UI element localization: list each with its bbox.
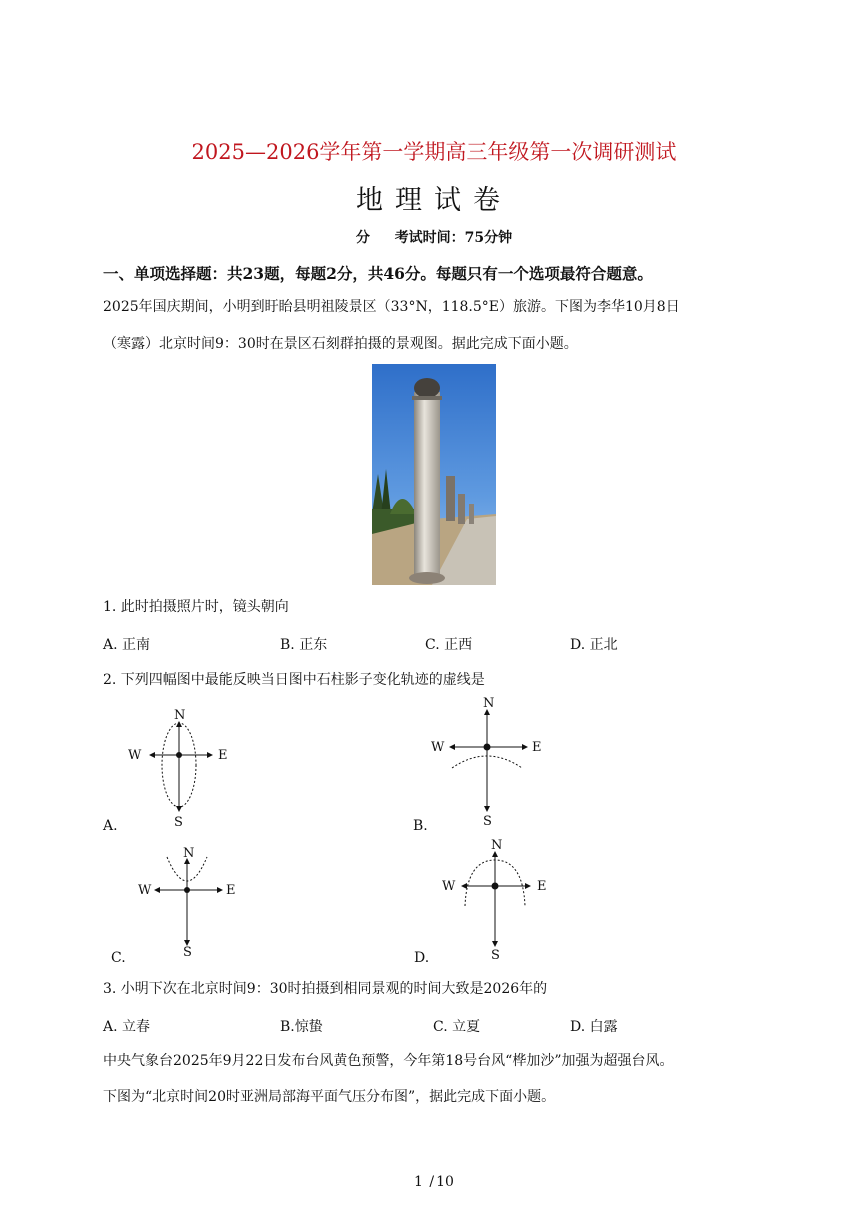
q3-option-b[interactable]: B.惊蛰 [280, 1019, 323, 1035]
diagram-b [425, 696, 555, 831]
q1-option-a[interactable]: A. 正南 [103, 637, 151, 653]
diagram-b-n: N [483, 696, 495, 711]
diagram-b-graphic [425, 696, 555, 831]
diagram-c-w: W [138, 883, 152, 898]
score-label: 分 [355, 230, 370, 246]
diagram-d-s: S [491, 948, 500, 963]
diagram-d-e: E [537, 879, 547, 894]
stone-pillar-photo [372, 364, 496, 585]
q2-stem: 2. 下列四幅图中最能反映当日图中石柱影子变化轨迹的虚线是 [103, 672, 485, 688]
diagram-a-e: E [218, 748, 228, 763]
section-heading: 一、单项选择题：共23题，每题2分，共46分。每题只有一个选项最符合题意。 [103, 264, 653, 283]
diagram-c-label[interactable]: C. [111, 950, 126, 966]
diagram-c-e: E [226, 883, 236, 898]
diagram-c-s: S [183, 945, 192, 960]
q3-stem: 3. 小明下次在北京时间9：30时拍摄到相同景观的时间大致是2026年的 [103, 981, 548, 997]
diagram-d-graphic [440, 838, 555, 963]
diagram-c [130, 845, 240, 963]
diagram-a [120, 708, 240, 833]
intro1-line1: 2025年国庆期间，小明到盱眙县明祖陵景区（33°N，118.5°E）旅游。下图为李华10月8日 [103, 299, 680, 315]
total-pages: 10 [436, 1174, 454, 1190]
diagram-b-s: S [483, 814, 492, 829]
q3-option-a[interactable]: A. 立春 [103, 1019, 151, 1035]
diagram-a-s: S [174, 815, 183, 830]
intro2-line1: 中央气象台2025年9月22日发布台风黄色预警，今年第18号台风“桦加沙”加强为超强台风。 [103, 1053, 674, 1069]
diagram-d-n: N [491, 838, 503, 853]
diagram-a-label[interactable]: A. [103, 818, 118, 834]
subject-title: 地理试卷 [356, 185, 512, 216]
diagram-b-w: W [431, 740, 445, 755]
diagram-b-e: E [532, 740, 542, 755]
diagram-d-label[interactable]: D. [414, 950, 430, 966]
q1-option-b[interactable]: B. 正东 [280, 637, 328, 653]
current-page: 1 [414, 1174, 423, 1190]
q3-option-d[interactable]: D. 白露 [570, 1019, 618, 1035]
q3-option-c[interactable]: C. 立夏 [433, 1019, 481, 1035]
intro2-line2: 下图为“北京时间20时亚洲局部海平面气压分布图”，据此完成下面小题。 [103, 1089, 556, 1105]
time-label: 考试时间：75分钟 [394, 230, 513, 246]
diagram-b-label[interactable]: B. [413, 818, 428, 834]
exam-title: 2025—2026学年第一学期高三年级第一次调研测试 [191, 140, 677, 164]
diagram-d-w: W [442, 879, 456, 894]
exam-info [0, 227, 868, 247]
q1-option-c[interactable]: C. 正西 [425, 637, 473, 653]
diagram-c-n: N [183, 846, 195, 861]
q1-stem: 1. 此时拍摄照片时，镜头朝向 [103, 599, 289, 615]
diagram-d [440, 838, 555, 963]
intro1-line2: （寒露）北京时间9：30时在景区石刻群拍摄的景观图。据此完成下面小题。 [103, 336, 578, 352]
q1-option-d[interactable]: D. 正北 [570, 637, 618, 653]
diagram-a-n: N [174, 708, 186, 723]
diagram-a-w: W [128, 748, 142, 763]
page-number: 1 / 10 [414, 1174, 454, 1190]
